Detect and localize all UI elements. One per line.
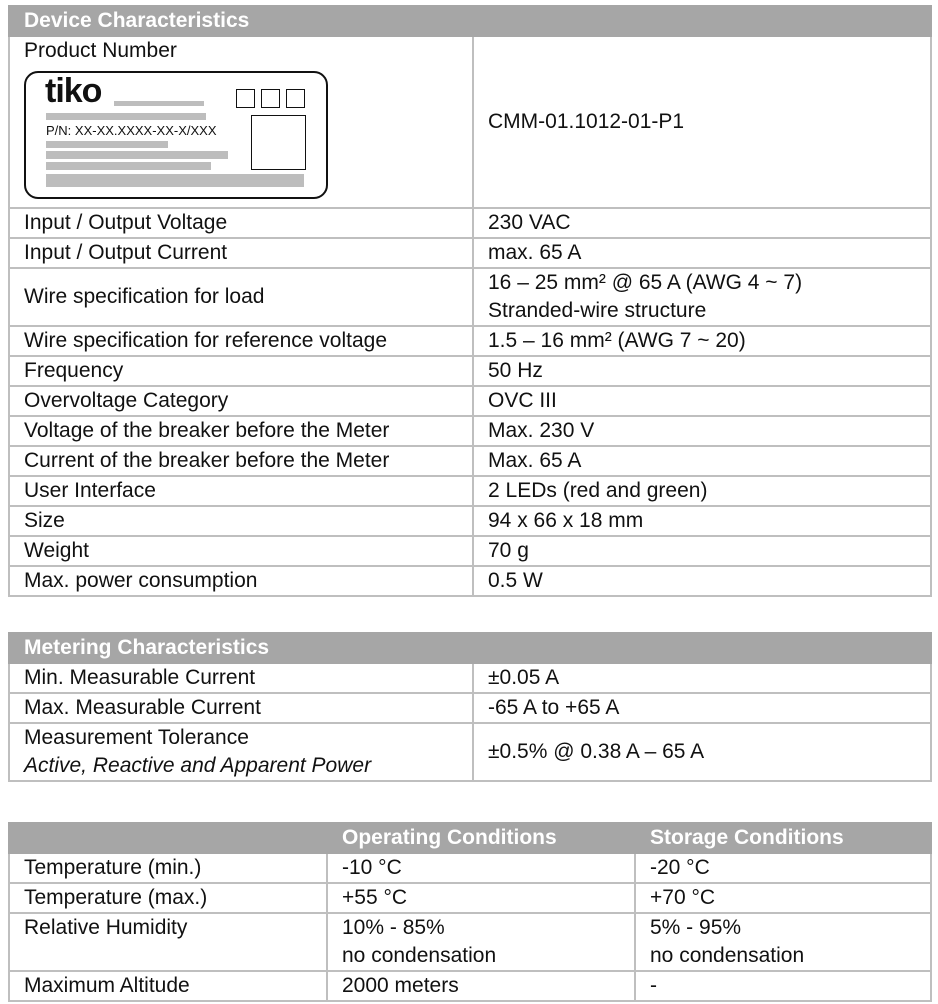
table-row — [9, 853, 931, 883]
value-line: 50 Hz — [488, 359, 543, 382]
value-line: max. 65 A — [488, 241, 582, 264]
product-number-value: CMM-01.1012-01-P1 — [473, 36, 931, 208]
product-number-cell — [9, 36, 473, 208]
row-value — [473, 208, 931, 238]
row-label: Min. Measurable Current — [9, 663, 473, 693]
row-value — [473, 326, 931, 356]
row-label: Max. power consumption — [9, 566, 473, 596]
value-line: 0.5 W — [488, 569, 543, 592]
row-label: Frequency — [9, 356, 473, 386]
storage-value — [635, 853, 931, 883]
operating-value — [327, 883, 635, 913]
row-value: -65 A to +65 A — [473, 693, 931, 723]
value-line: Max. 230 V — [488, 419, 595, 442]
value-line: 230 VAC — [488, 211, 571, 234]
table-row — [9, 566, 931, 596]
row-label: Current of the breaker before the Meter — [9, 446, 473, 476]
row-value — [473, 506, 931, 536]
label-part-number: P/N: XX-XX.XXXX-XX-X/XXX — [46, 123, 217, 138]
qr-code-placeholder — [251, 115, 306, 170]
value-line: no condensation — [342, 944, 497, 967]
value-line: Max. 65 A — [488, 449, 582, 472]
value-line: 2000 meters — [342, 974, 459, 997]
product-number-label: Product Number — [24, 39, 177, 62]
row-value: ±0.05 A — [473, 663, 931, 693]
row-label: Wire specification for load — [9, 268, 473, 326]
section-title: Device Characteristics — [9, 6, 931, 36]
row-label: Temperature (max.) — [9, 883, 327, 913]
value-line: - — [650, 974, 657, 997]
table-row — [9, 416, 931, 446]
table-row — [9, 883, 931, 913]
table-row — [9, 446, 931, 476]
value-line: 10% - 85% — [342, 916, 445, 939]
operating-value — [327, 971, 635, 1001]
label-sub: Active, Reactive and Apparent Power — [24, 754, 372, 777]
row-label: Temperature (min.) — [9, 853, 327, 883]
table-row — [9, 326, 931, 356]
row-label: Wire specification for reference voltage — [9, 326, 473, 356]
table-row — [9, 386, 931, 416]
value-line: 2 LEDs (red and green) — [488, 479, 708, 502]
operating-value — [327, 913, 635, 971]
row-value — [473, 416, 931, 446]
row-label: Input / Output Voltage — [9, 208, 473, 238]
table-row — [9, 913, 931, 971]
row-value — [473, 268, 931, 326]
value-line: -10 °C — [342, 856, 402, 879]
row-label: Relative Humidity — [9, 913, 327, 971]
label-main: Measurement Tolerance — [24, 726, 249, 749]
environmental-conditions-table — [8, 822, 932, 1002]
row-value — [473, 446, 931, 476]
row-value — [473, 386, 931, 416]
metering-characteristics-table — [8, 632, 932, 782]
row-label: Size — [9, 506, 473, 536]
table-row — [9, 971, 931, 1001]
row-label — [9, 723, 473, 781]
device-characteristics-table — [8, 5, 932, 597]
value-line: 70 g — [488, 539, 529, 562]
row-value — [473, 536, 931, 566]
value-line: 16 – 25 mm² @ 65 A (AWG 4 ~ 7) — [488, 271, 803, 294]
row-value: ±0.5% @ 0.38 A – 65 A — [473, 723, 931, 781]
storage-value — [635, 913, 931, 971]
tiko-logo: tiko — [45, 72, 102, 110]
row-value — [473, 356, 931, 386]
table-row — [9, 476, 931, 506]
value-line: -20 °C — [650, 856, 710, 879]
row-value — [473, 476, 931, 506]
product-label-image — [24, 71, 328, 199]
table-row — [9, 536, 931, 566]
header-blank — [9, 823, 327, 853]
header-storage: Storage Conditions — [635, 823, 931, 853]
value-line: Stranded-wire structure — [488, 299, 707, 322]
header-operating: Operating Conditions — [327, 823, 635, 853]
table-row — [9, 208, 931, 238]
section-title: Metering Characteristics — [9, 633, 931, 663]
row-value — [473, 238, 931, 268]
table-row — [9, 506, 931, 536]
value-line: 1.5 – 16 mm² (AWG 7 ~ 20) — [488, 329, 746, 352]
value-line: 94 x 66 x 18 mm — [488, 509, 644, 532]
row-value — [473, 566, 931, 596]
row-label: User Interface — [9, 476, 473, 506]
value-line: +70 °C — [650, 886, 716, 909]
value-line: +55 °C — [342, 886, 408, 909]
row-label: Input / Output Current — [9, 238, 473, 268]
table-row — [9, 238, 931, 268]
value-line: no condensation — [650, 944, 805, 967]
value-line: OVC III — [488, 389, 557, 412]
row-label: Voltage of the breaker before the Meter — [9, 416, 473, 446]
row-label: Weight — [9, 536, 473, 566]
row-label: Maximum Altitude — [9, 971, 327, 1001]
storage-value — [635, 971, 931, 1001]
table-row — [9, 268, 931, 326]
row-label: Max. Measurable Current — [9, 693, 473, 723]
value-line: 5% - 95% — [650, 916, 742, 939]
table-row — [9, 356, 931, 386]
storage-value — [635, 883, 931, 913]
row-label: Overvoltage Category — [9, 386, 473, 416]
operating-value — [327, 853, 635, 883]
